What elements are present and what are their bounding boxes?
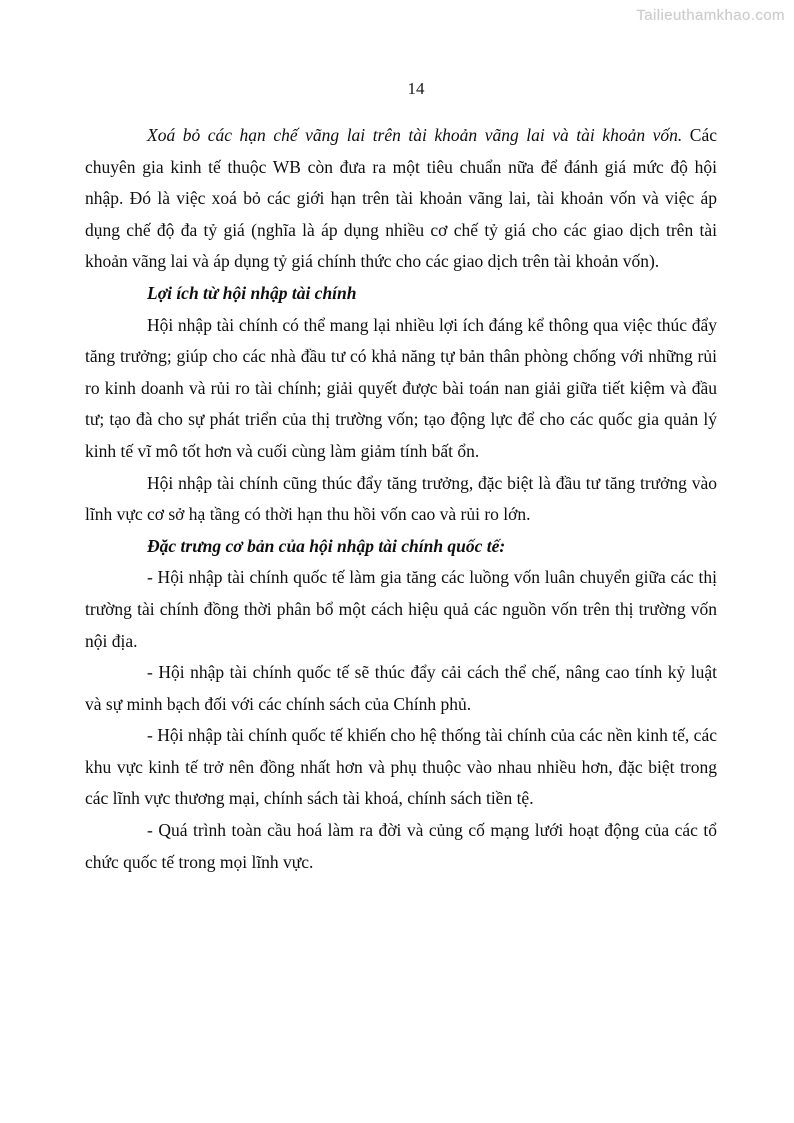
paragraph-characteristic-4: - Quá trình toàn cầu hoá làm ra đời và củng cố mạng lưới hoạt động của các tổ chức quốc tế trong mọi lĩnh vực.	[85, 820, 717, 872]
paragraph-characteristic-3: - Hội nhập tài chính quốc tế khiến cho hệ thống tài chính của các nền kinh tế, các khu vực kinh tế trở nên đồng nhất hơn và phụ thuộc vào nhau nhiều hơn, đặc biệt trong các lĩnh vực thương mại, chính sách tài khoá, chính sách tiền tệ.	[85, 725, 717, 809]
paragraph-benefits-1: Hội nhập tài chính có thể mang lại nhiều lợi ích đáng kể thông qua việc thúc đẩy tăng trưởng; giúp cho các nhà đầu tư có khả năng tự bản thân phòng chống với những rủi ro kinh doanh và rủi ro tài chính; giải quyết được bài toán nan giải giữa tiết kiệm và đầu tư; tạo đà cho sự phát triển của thị trường vốn; tạo động lực để cho các quốc gia quản lý kinh tế vĩ mô tốt hơn và cuối cùng làm giảm tính bất ổn.	[85, 314, 717, 461]
paragraph-characteristic-1: - Hội nhập tài chính quốc tế làm gia tăng các luồng vốn luân chuyển giữa các thị trường tài chính đồng thời phân bổ một cách hiệu quả các nguồn vốn trên thị trường vốn nội địa.	[85, 567, 717, 651]
intro-lead-sentence: Xoá bỏ các hạn chế vãng lai trên tài khoản vãng lai và tài khoản vốn.	[147, 125, 683, 145]
document-content	[85, 120, 717, 878]
paragraph-intro	[85, 120, 717, 278]
heading-characteristics: Đặc trưng cơ bản của hội nhập tài chính quốc tế:	[147, 535, 506, 556]
page-number: 14	[407, 79, 425, 98]
paragraph-benefits-2: Hội nhập tài chính cũng thúc đẩy tăng trưởng, đặc biệt là đầu tư tăng trưởng vào lĩnh vực cơ sở hạ tầng có thời hạn thu hồi vốn cao và rủi ro lớn.	[85, 472, 717, 525]
paragraph-characteristic-2: - Hội nhập tài chính quốc tế sẽ thúc đẩy cải cách thể chế, nâng cao tính kỷ luật và sự minh bạch đối với các chính sách của Chính phủ.	[85, 662, 717, 714]
intro-body-text: Các chuyên gia kinh tế thuộc WB còn đưa ra một tiêu chuẩn nữa để đánh giá mức độ hội nhập. Đó là việc xoá bỏ các giới hạn trên tài khoản vãng lai, tài khoản vốn và việc áp dụng chế độ đa tỷ giá (nghĩa là áp dụng nhiều cơ chế tỷ giá cho các giao dịch trên tài khoản vãng lai và áp dụng tỷ giá chính thức cho các giao dịch trên tài khoản vốn).	[85, 125, 717, 272]
heading-benefits: Lợi ích từ hội nhập tài chính	[147, 282, 357, 303]
watermark: Tailieuthamkhao.com	[636, 7, 785, 24]
